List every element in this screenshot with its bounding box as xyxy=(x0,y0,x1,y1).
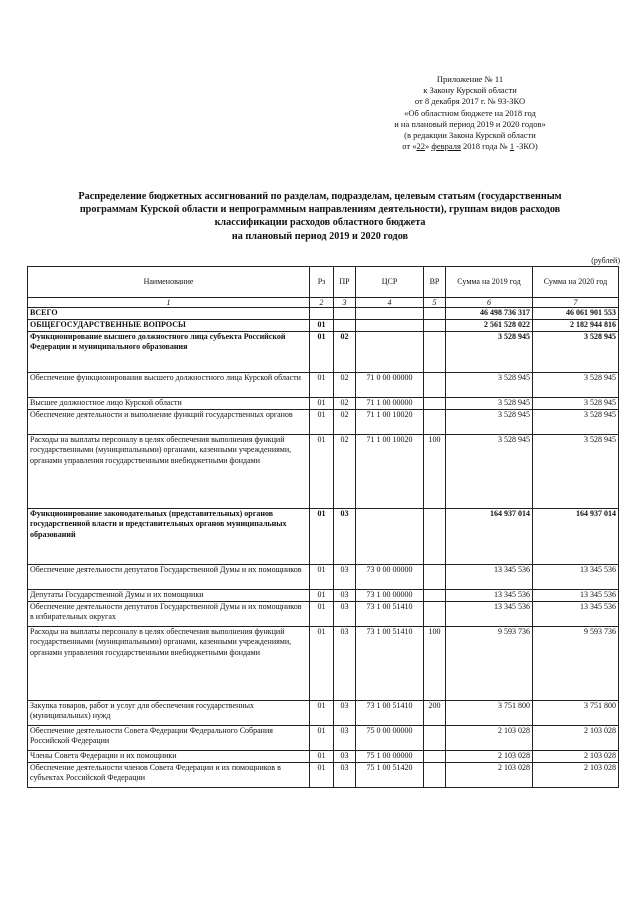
row-sum-2020: 2 103 028 xyxy=(533,763,619,788)
row-csr: 73 1 00 51410 xyxy=(356,701,424,726)
row-sum-2019: 2 103 028 xyxy=(446,763,533,788)
row-sum-2019: 9 593 736 xyxy=(446,627,533,701)
row-sum-2020: 13 345 536 xyxy=(533,602,619,627)
appendix-block xyxy=(360,74,580,152)
row-name: ОБЩЕГОСУДАРСТВЕННЫЕ ВОПРОСЫ xyxy=(28,320,310,332)
row-csr: 73 0 00 00000 xyxy=(356,565,424,590)
column-index: 3 xyxy=(334,298,356,308)
document-title xyxy=(22,190,618,243)
row-pr: 02 xyxy=(334,435,356,509)
row-rz: 01 xyxy=(310,509,334,565)
appendix-line: к Закону Курской области xyxy=(423,85,517,96)
appendix-month: февраля xyxy=(431,141,461,152)
row-csr: 71 1 00 10020 xyxy=(356,410,424,435)
row-name: Функционирование высшего должностного лица субъекта Российской Федерации и муниципального образования xyxy=(28,332,310,373)
row-vr: 200 xyxy=(424,701,446,726)
header-sum-2019: Сумма на 2019 год xyxy=(446,267,533,298)
row-vr xyxy=(424,410,446,435)
table-row xyxy=(28,763,619,788)
table-row xyxy=(28,320,619,332)
table-row xyxy=(28,308,619,320)
column-index: 1 xyxy=(28,298,310,308)
row-vr xyxy=(424,763,446,788)
header-pr: ПР xyxy=(334,267,356,298)
column-index-row xyxy=(28,298,619,308)
row-sum-2020: 13 345 536 xyxy=(533,590,619,602)
row-pr xyxy=(334,320,356,332)
row-name: Обеспечение деятельности депутатов Государственной Думы и их помощников в избирательных округах xyxy=(28,602,310,627)
row-sum-2019: 2 103 028 xyxy=(446,726,533,751)
appendix-text: 2018 года № xyxy=(460,141,510,152)
appendix-law-number: 1 xyxy=(509,141,515,152)
row-sum-2019: 2 103 028 xyxy=(446,751,533,763)
row-sum-2019: 13 345 536 xyxy=(446,590,533,602)
header-csr: ЦСР xyxy=(356,267,424,298)
row-sum-2020: 3 528 945 xyxy=(533,373,619,398)
appendix-text: -ЗКО) xyxy=(514,141,538,152)
column-index: 4 xyxy=(356,298,424,308)
row-csr xyxy=(356,509,424,565)
row-sum-2020: 13 345 536 xyxy=(533,565,619,590)
title-line: программам Курской области и непрограммным направлениям деятельности), группам видов расходов xyxy=(79,204,561,216)
row-pr: 03 xyxy=(334,726,356,751)
row-vr xyxy=(424,590,446,602)
row-sum-2020: 9 593 736 xyxy=(533,627,619,701)
row-name: Обеспечение деятельности членов Совета Федерации и их помощников в субъектах Российской Федерации xyxy=(28,763,310,788)
row-pr: 03 xyxy=(334,509,356,565)
table-row xyxy=(28,410,619,435)
row-pr: 03 xyxy=(334,565,356,590)
row-vr: 100 xyxy=(424,627,446,701)
row-csr: 75 0 00 00000 xyxy=(356,726,424,751)
row-sum-2020: 164 937 014 xyxy=(533,509,619,565)
table-header-row xyxy=(28,267,619,298)
table-row xyxy=(28,398,619,410)
row-name: Расходы на выплаты персоналу в целях обеспечения выполнения функций государственными (муниципальными) органами, казенными учреждениями, органами управления государственными внебюджетными фондами xyxy=(28,627,310,701)
row-rz: 01 xyxy=(310,398,334,410)
column-index: 2 xyxy=(310,298,334,308)
table-row xyxy=(28,701,619,726)
row-vr xyxy=(424,565,446,590)
row-vr: 100 xyxy=(424,435,446,509)
row-csr: 73 1 00 00000 xyxy=(356,590,424,602)
row-name: Обеспечение деятельности Совета Федерации Федерального Собрания Российской Федерации xyxy=(28,726,310,751)
row-rz: 01 xyxy=(310,627,334,701)
row-vr xyxy=(424,373,446,398)
row-sum-2020: 3 528 945 xyxy=(533,410,619,435)
row-name: Депутаты Государственной Думы и их помощники xyxy=(28,590,310,602)
row-vr xyxy=(424,751,446,763)
row-sum-2020: 2 103 028 xyxy=(533,726,619,751)
table-row xyxy=(28,627,619,701)
row-rz: 01 xyxy=(310,726,334,751)
row-vr xyxy=(424,509,446,565)
row-rz: 01 xyxy=(310,320,334,332)
table-row xyxy=(28,590,619,602)
row-sum-2019: 164 937 014 xyxy=(446,509,533,565)
table-row xyxy=(28,565,619,590)
row-sum-2020: 3 528 945 xyxy=(533,332,619,373)
table-row xyxy=(28,435,619,509)
row-vr xyxy=(424,602,446,627)
row-name: Функционирование законодательных (представительных) органов государственной власти и представительных органов муниципальных образований xyxy=(28,509,310,565)
appendix-line: Приложение № 11 xyxy=(436,74,504,84)
row-csr: 71 1 00 10020 xyxy=(356,435,424,509)
appendix-line: (в редакции Закона Курской области xyxy=(404,130,536,141)
currency-unit: (рублей) xyxy=(591,256,620,265)
row-pr: 03 xyxy=(334,701,356,726)
title-line: Распределение бюджетных ассигнований по разделам, подразделам, целевым статьям (государственным xyxy=(78,191,562,202)
budget-table xyxy=(27,266,619,788)
row-csr xyxy=(356,308,424,320)
row-name: Расходы на выплаты персоналу в целях обеспечения выполнения функций государственными (муниципальными) органами, казенными учреждениями, органами управления государственными внебюджетными фондами xyxy=(28,435,310,509)
row-name: ВСЕГО xyxy=(28,308,310,320)
row-rz xyxy=(310,308,334,320)
row-sum-2020: 2 182 944 816 xyxy=(533,320,619,332)
appendix-line xyxy=(360,141,580,152)
appendix-line: от 8 декабря 2017 г. № 93-ЗКО xyxy=(414,96,526,107)
header-rz: Рз xyxy=(310,267,334,298)
table-row xyxy=(28,332,619,373)
table-body xyxy=(28,308,619,788)
row-name: Обеспечение функционирования высшего должностного лица Курской области xyxy=(28,373,310,398)
row-csr: 71 0 00 00000 xyxy=(356,373,424,398)
row-pr: 02 xyxy=(334,398,356,410)
row-rz: 01 xyxy=(310,565,334,590)
row-sum-2019: 3 751 800 xyxy=(446,701,533,726)
row-vr xyxy=(424,332,446,373)
table-row xyxy=(28,373,619,398)
row-pr xyxy=(334,308,356,320)
row-pr: 02 xyxy=(334,373,356,398)
appendix-day: 22 xyxy=(416,141,425,152)
row-csr xyxy=(356,320,424,332)
row-vr xyxy=(424,320,446,332)
row-csr: 75 1 00 00000 xyxy=(356,751,424,763)
row-sum-2020: 3 528 945 xyxy=(533,435,619,509)
appendix-text: » xyxy=(424,141,432,152)
row-rz: 01 xyxy=(310,332,334,373)
row-rz: 01 xyxy=(310,751,334,763)
row-sum-2019: 13 345 536 xyxy=(446,565,533,590)
header-vr: ВР xyxy=(424,267,446,298)
table-row xyxy=(28,509,619,565)
title-line: на плановый период 2019 и 2020 годов xyxy=(231,230,409,242)
row-csr: 73 1 00 51410 xyxy=(356,627,424,701)
row-rz: 01 xyxy=(310,590,334,602)
row-sum-2019: 3 528 945 xyxy=(446,435,533,509)
row-rz: 01 xyxy=(310,763,334,788)
column-index: 6 xyxy=(446,298,533,308)
row-name: Обеспечение деятельности и выполнение функций государственных органов xyxy=(28,410,310,435)
row-pr: 03 xyxy=(334,590,356,602)
row-pr: 03 xyxy=(334,627,356,701)
row-vr xyxy=(424,726,446,751)
table-row xyxy=(28,751,619,763)
row-pr: 03 xyxy=(334,602,356,627)
row-sum-2019: 46 498 736 317 xyxy=(446,308,533,320)
row-rz: 01 xyxy=(310,602,334,627)
row-name: Закупка товаров, работ и услуг для обеспечения государственных (муниципальных) нужд xyxy=(28,701,310,726)
row-sum-2020: 3 528 945 xyxy=(533,398,619,410)
row-sum-2019: 13 345 536 xyxy=(446,602,533,627)
appendix-line: и на плановый период 2019 и 2020 годов» xyxy=(394,118,546,129)
row-sum-2019: 3 528 945 xyxy=(446,373,533,398)
row-csr xyxy=(356,332,424,373)
row-csr: 75 1 00 51420 xyxy=(356,763,424,788)
row-sum-2020: 3 751 800 xyxy=(533,701,619,726)
header-name: Наименование xyxy=(28,267,310,298)
title-line: классификации расходов областного бюджета xyxy=(214,217,426,229)
row-vr xyxy=(424,398,446,410)
row-rz: 01 xyxy=(310,435,334,509)
row-vr xyxy=(424,308,446,320)
column-index: 5 xyxy=(424,298,446,308)
row-rz: 01 xyxy=(310,701,334,726)
row-rz: 01 xyxy=(310,373,334,398)
row-sum-2019: 3 528 945 xyxy=(446,332,533,373)
row-pr: 03 xyxy=(334,751,356,763)
row-sum-2020: 46 061 901 553 xyxy=(533,308,619,320)
row-name: Обеспечение деятельности депутатов Государственной Думы и их помощников xyxy=(28,565,310,590)
row-sum-2020: 2 103 028 xyxy=(533,751,619,763)
row-csr: 73 1 00 51410 xyxy=(356,602,424,627)
row-sum-2019: 3 528 945 xyxy=(446,410,533,435)
row-rz: 01 xyxy=(310,410,334,435)
column-index: 7 xyxy=(533,298,619,308)
table-row xyxy=(28,726,619,751)
row-name: Высшее должностное лицо Курской области xyxy=(28,398,310,410)
row-name: Члены Совета Федерации и их помощники xyxy=(28,751,310,763)
row-pr: 03 xyxy=(334,763,356,788)
table-row xyxy=(28,602,619,627)
appendix-line: «Об областном бюджете на 2018 год xyxy=(404,107,536,118)
header-sum-2020: Сумма на 2020 год xyxy=(533,267,619,298)
row-pr: 02 xyxy=(334,410,356,435)
row-sum-2019: 3 528 945 xyxy=(446,398,533,410)
row-sum-2019: 2 561 528 022 xyxy=(446,320,533,332)
row-csr: 71 1 00 00000 xyxy=(356,398,424,410)
appendix-text: от « xyxy=(402,141,417,152)
row-pr: 02 xyxy=(334,332,356,373)
